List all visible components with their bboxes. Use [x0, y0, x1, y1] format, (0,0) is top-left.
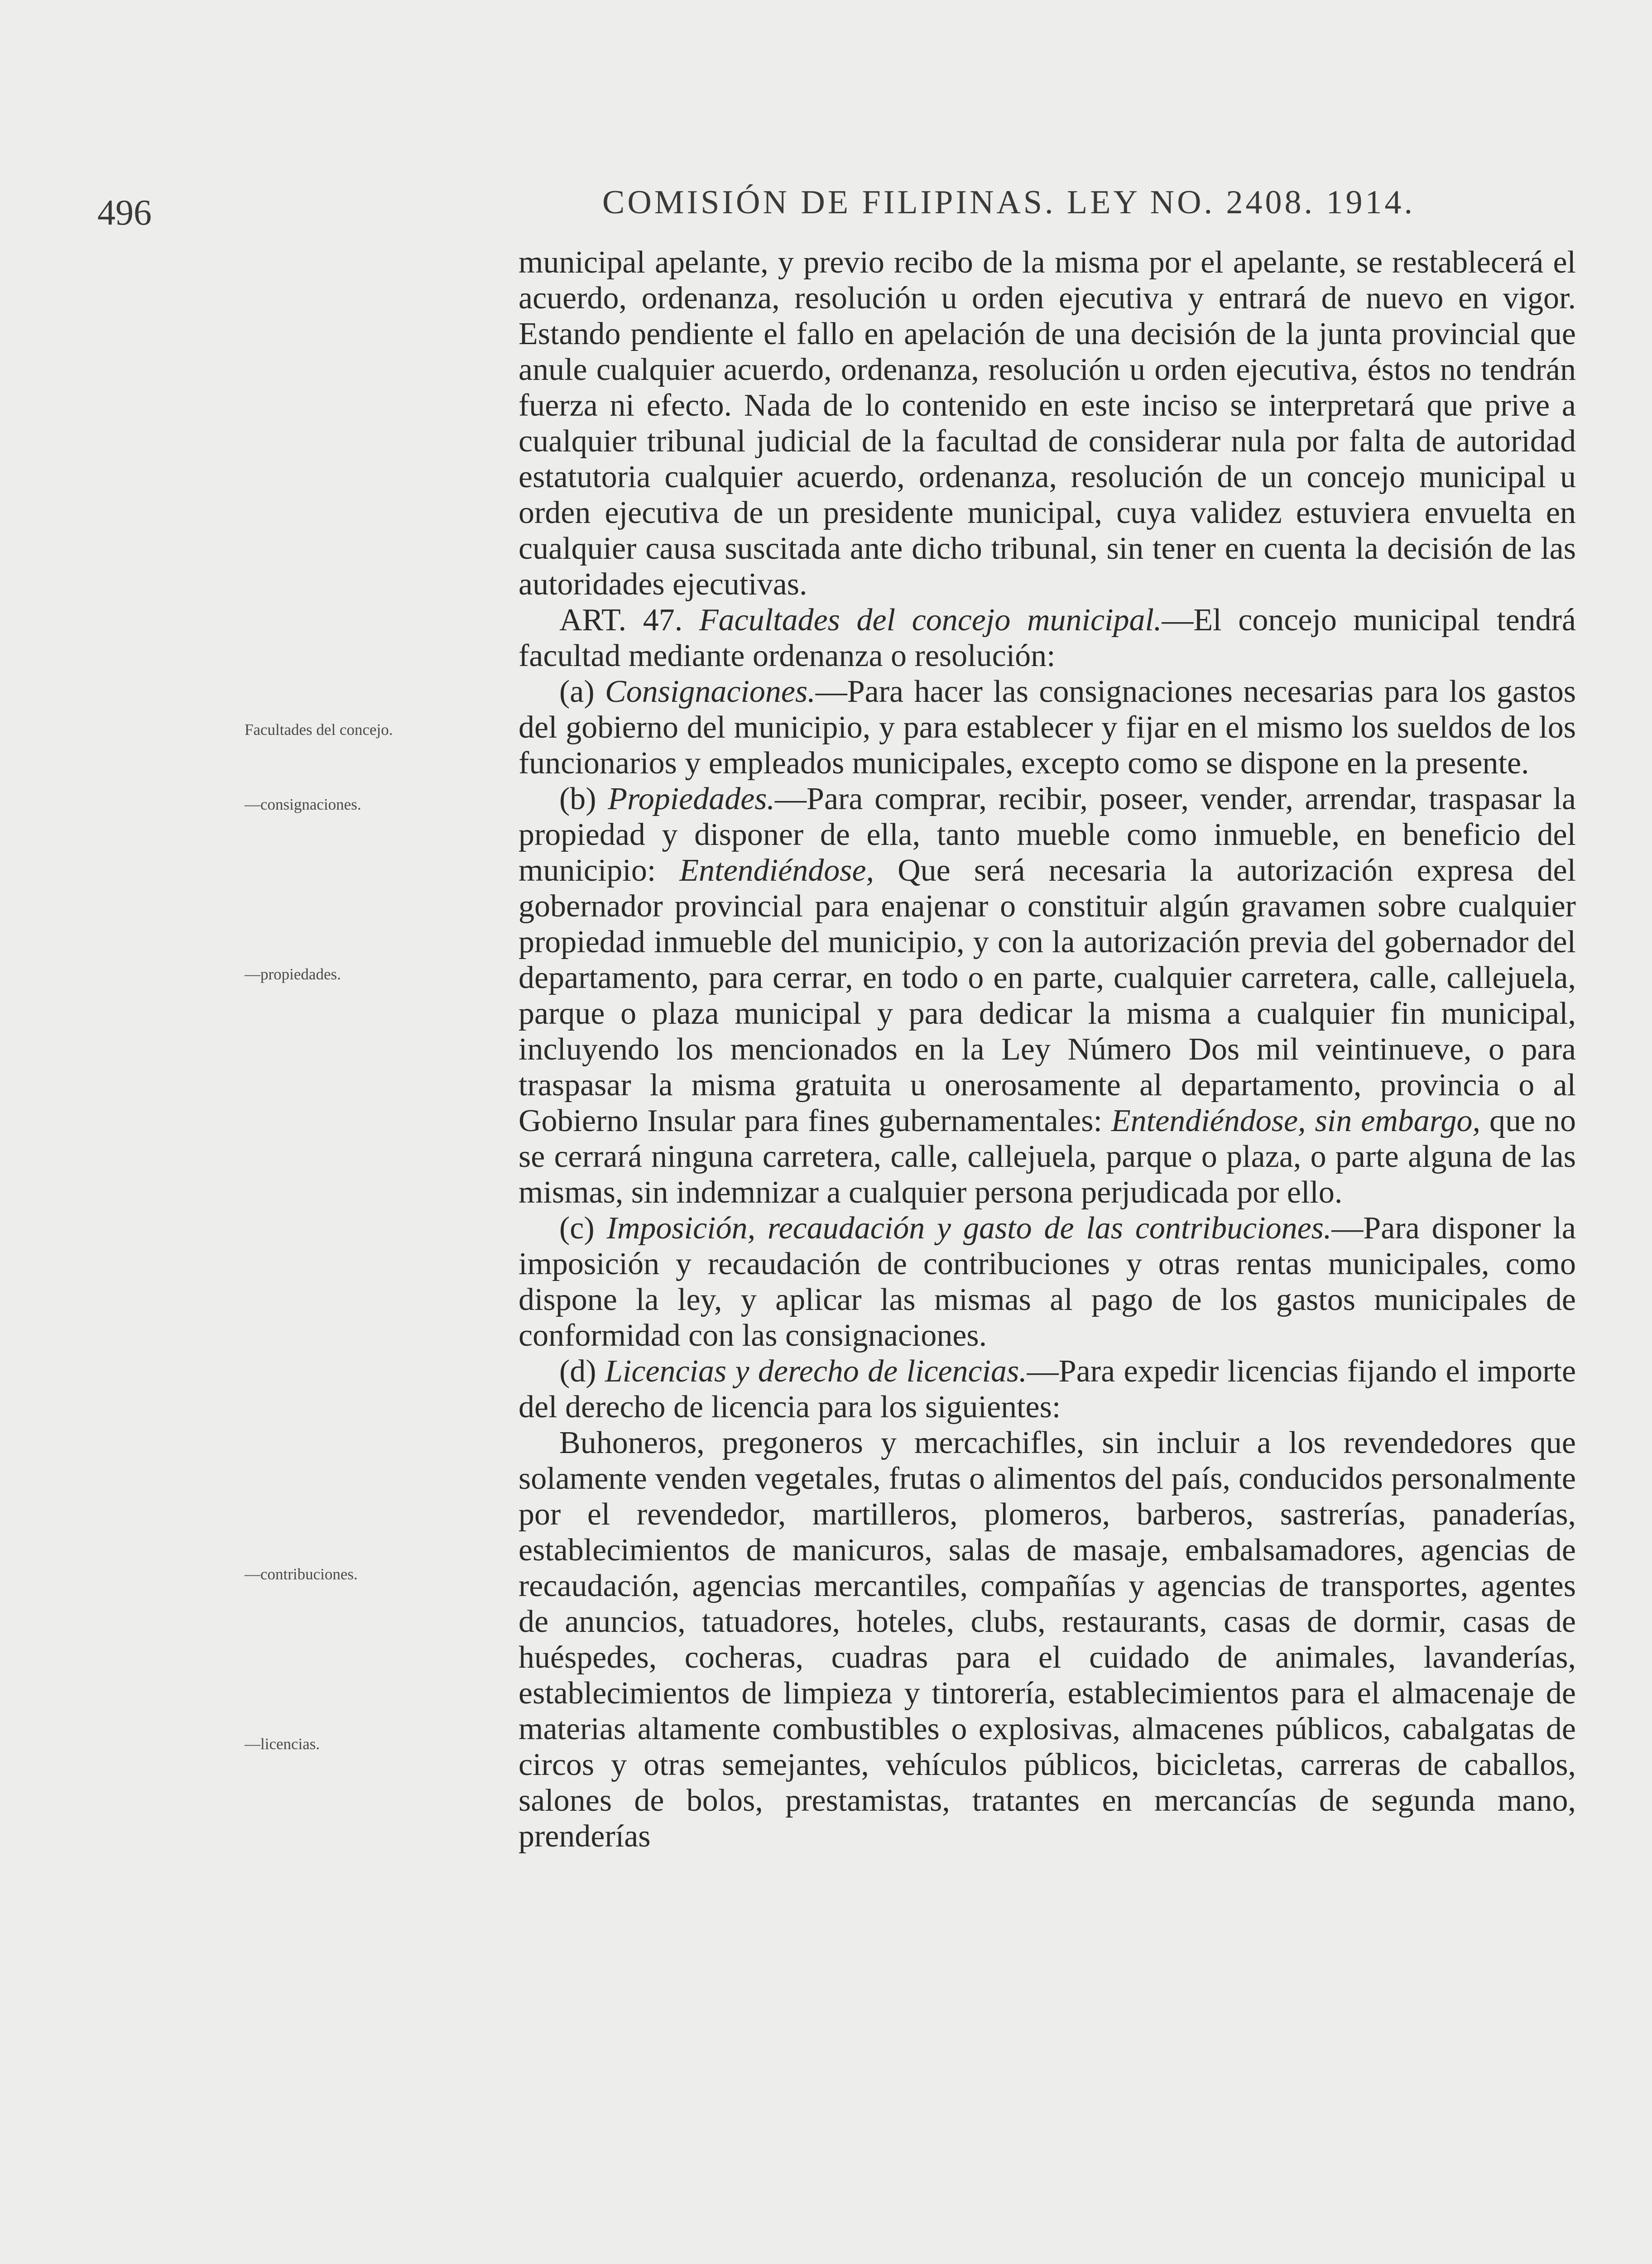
clause-d-label: (d)	[559, 1354, 596, 1389]
article-text: —El concejo municipal tendrá facultad mediante ordenanza o resolución:	[519, 603, 1576, 673]
clause-b-text-3: que no se cerrará ninguna carretera, calle, callejuela, parque o plaza, o parte alguna de las mismas, sin indemnizar a cualquier persona perjudicada por ello.	[519, 1103, 1576, 1210]
running-head: COMISIÓN DE FILIPINAS. LEY NO. 2408. 1914.	[602, 184, 1416, 221]
margin-note-contribuciones: —contribuciones.	[245, 1565, 358, 1583]
clause-a-label: (a)	[559, 674, 595, 709]
article-label: ART. 47.	[559, 603, 683, 638]
clause-a-title: Consignaciones.	[605, 674, 816, 709]
margin-note-consignaciones: —consignaciones.	[245, 796, 361, 813]
clause-b-label: (b)	[559, 782, 596, 816]
paragraph-a	[519, 674, 1576, 781]
margin-note-licencias: —licencias.	[245, 1735, 320, 1753]
clause-c-label: (c)	[559, 1211, 595, 1246]
paragraph-d	[519, 1353, 1576, 1425]
paragraph-license-list: Buhoneros, pregoneros y mercachifles, sin incluir a los revendedores que solamente venden vegetales, frutas o alimentos del país, conducidos personalmente por el revendedor, martilleros, plomeros, barberos, sastrerías, panaderías, establecimientos de manicuros, salas de masaje, embalsamadores, agencias de recaudación, agencias mercantiles, compañías y agencias de transportes, agentes de anuncios, tatuadores, hoteles, clubs, restaurants, casas de dormir, casas de huéspedes, cocheras, cuadras para el cuidado de animales, lavanderías, establecimientos de limpieza y tintorería, establecimientos para el almacenaje de materias altamente combustibles o explosivas, almacenes públicos, cabalgatas de circos y otras semejantes, vehículos públicos, bicicletas, carreras de caballos, salones de bolos, prestamistas, tratantes en mercancías de segunda mano, prenderías	[519, 1425, 1576, 1854]
clause-c-text: —Para disponer la imposición y recaudación de contribuciones y otras rentas municipales, como dispone la ley, y aplicar las mismas al pago de los gastos municipales de conformidad con las consignaciones.	[519, 1211, 1576, 1353]
clause-d-text: —Para expedir licencias fijando el importe del derecho de licencia para los siguientes:	[519, 1354, 1576, 1425]
clause-b-proviso-1: Entendiéndose,	[679, 853, 874, 888]
clause-a-text: —Para hacer las consignaciones necesarias para los gastos del gobierno del municipio, y para establecer y fijar en el mismo los sueldos de los funcionarios y empleados municipales, excepto como se dispone en la presente.	[519, 674, 1576, 781]
paragraph-c	[519, 1210, 1576, 1353]
paragraph-continuation: municipal apelante, y previo recibo de la misma por el apelante, se restablecerá el acuerdo, ordenanza, resolución u orden ejecutiva y entrará de nuevo en vigor. Estando pendiente el fallo en apelación de una decisión de la junta provincial que anule cualquier acuerdo, ordenanza, resolución u orden ejecutiva, éstos no tendrán fuerza ni efecto. Nada de lo contenido en este inciso se interpretará que prive a cualquier tribunal judicial de la facultad de considerar nula por falta de autoridad estatutoria cualquier acuerdo, ordenanza, resolución de un concejo municipal u orden ejecutiva de un presidente municipal, cuya validez estuviera envuelta en cualquier causa suscitada ante dicho tribunal, sin tener en cuenta la decisión de las autoridades ejecutivas.	[519, 245, 1576, 602]
margin-note-propiedades: —propiedades.	[245, 965, 341, 983]
clause-d-title: Licencias y derecho de licencias.	[605, 1354, 1027, 1389]
margin-note-facultades: Facultades del concejo.	[245, 721, 393, 739]
clause-b-text-2: Que será necesaria la autorización expresa del gobernador provincial para enajenar o constituir algún gravamen sobre cualquier propiedad inmueble del municipio, y con la autorización previa del gobernador del departamento, para cerrar, en todo o en parte, cualquier carretera, calle, callejuela, parque o plaza municipal y para dedicar la misma a cualquier fin municipal, incluyendo los mencionados en la Ley Número Dos mil veintinueve, o para traspasar la misma gratuita u onerosamente al departamento, provincia o al Gobierno Insular para fines gubernamentales:	[519, 853, 1576, 1138]
paragraph-b	[519, 781, 1576, 1210]
body-text	[519, 245, 1576, 1854]
page-number: 496	[97, 193, 152, 233]
clause-b-proviso-2: Entendiéndose, sin embargo,	[1111, 1103, 1480, 1138]
clause-c-title: Imposición, recaudación y gasto de las contribuciones.	[606, 1211, 1332, 1246]
article-title: Facultades del concejo municipal.	[699, 603, 1162, 638]
clause-b-title: Propiedades.	[608, 782, 775, 816]
paragraph-art-47	[519, 602, 1576, 674]
clause-b-text-1: —Para comprar, recibir, poseer, vender, arrendar, traspasar la propiedad y disponer de ella, tanto mueble como inmueble, en beneficio del municipio:	[519, 782, 1576, 888]
